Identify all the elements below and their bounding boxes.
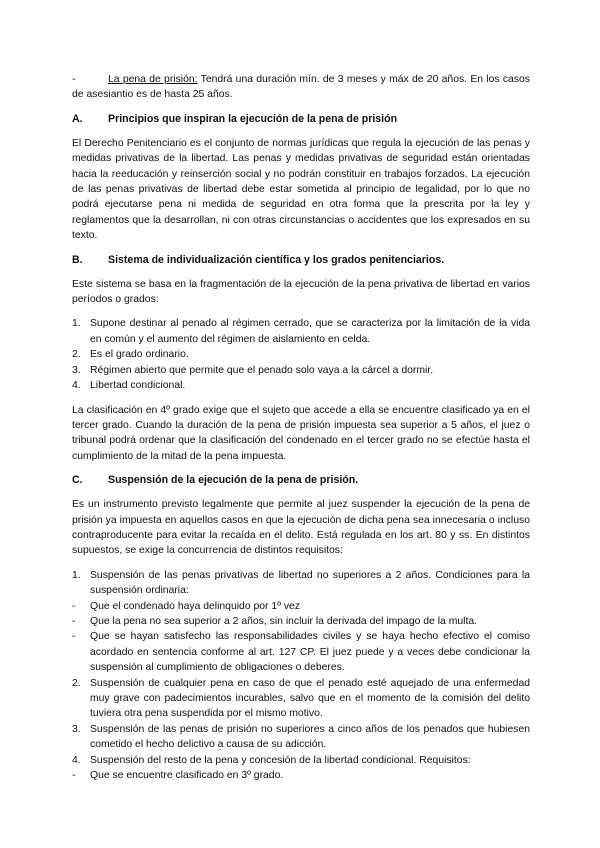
intro-paragraph bbox=[72, 72, 530, 103]
list-item bbox=[72, 768, 530, 783]
list-item-text: Supone destinar al penado al régimen cerrado, que se caracteriza por la limitación de la vida en común y el aumento del régimen de aislamiento en celda. bbox=[90, 318, 530, 345]
list-item bbox=[72, 599, 530, 614]
section-a-letter: A. bbox=[72, 112, 83, 125]
list-item-text: Que se encuentre clasificado en 3º grado. bbox=[90, 770, 284, 782]
list-marker: 2. bbox=[72, 677, 81, 689]
list-marker: 3. bbox=[72, 364, 81, 376]
list-marker: 4. bbox=[72, 754, 81, 766]
section-a-heading bbox=[72, 112, 530, 127]
list-marker: 1. bbox=[72, 569, 81, 581]
list-item bbox=[72, 722, 530, 753]
section-b-letter: B. bbox=[72, 253, 83, 266]
section-c-list bbox=[72, 568, 530, 784]
intro-text: Tendrá una duración mín. de 3 meses y máx de 20 años. En los casos de asesiantio es de hasta 25 años. bbox=[72, 74, 530, 101]
list-marker: 4. bbox=[72, 380, 81, 392]
list-item bbox=[72, 676, 530, 722]
section-b-title: Sistema de individualización científica y los grados penitenciarios. bbox=[108, 253, 445, 266]
document-page bbox=[72, 72, 530, 792]
section-a-paragraph: El Derecho Penitenciario es el conjunto de normas jurídicas que regula la ejecución de las penas y medidas privativas de la libertad. Las penas y medidas privativas de seguridad están orientadas hacia la reeducación y reinserción social y no podrán constituir en trabajos forzados. La ejecución de las penas privativas de libertad debe estar sometida al principio de legalidad, por lo que no podrá ejecutarse pena ni medida de seguridad en otra forma que la prescrita por la ley y reglamentos que la desarrollan, ni con otras circunstancias o accidentes que los expresados en su texto. bbox=[72, 137, 530, 242]
section-c-heading bbox=[72, 473, 530, 488]
list-marker: - bbox=[72, 631, 76, 643]
intro-underlined-term: La pena de prisión: bbox=[108, 74, 198, 85]
section-b-paragraph-2: La clasificación en 4º grado exige que el sujeto que accede a ella se encuentre clasificado ya en el tercer grado. Cuando la duración de la pena de prisión impuesta sea superior a 5 años, el juez o tribunal podrá ordenar que la clasificación del condenado en el tercer grado no se efectúe hasta el cumplimiento de la mitad de la pena impuesta. bbox=[72, 404, 530, 462]
section-a-title: Principios que inspiran la ejecución de la pena de prisión bbox=[108, 112, 398, 125]
list-item bbox=[72, 378, 530, 393]
section-c-paragraph: Es un instrumento previsto legalmente que permite al juez suspender la ejecución de la pena de prisión ya impuesta en aquellos casos en que la ejecución de dicha pena sea innecesaria o incluso contraproducente para evitar la recaída en el delito. Está regulada en los art. 80 y ss. En distintos supuestos, se exige la concurrencia de distintos requisitos: bbox=[72, 499, 530, 557]
section-b-heading bbox=[72, 253, 530, 268]
list-item-text: Suspensión de cualquier pena en caso de que el penado esté aquejado de una enfermedad muy grave con padecimientos incurables, salvo que en el momento de la comisión del delito tuviera otra pena suspendida por el mismo motivo. bbox=[90, 677, 530, 720]
intro-dash: - bbox=[72, 74, 76, 85]
section-c-title: Suspensión de la ejecución de la pena de prisión. bbox=[108, 474, 359, 487]
section-b-list bbox=[72, 316, 530, 393]
list-marker: - bbox=[72, 615, 76, 627]
list-item bbox=[72, 568, 530, 599]
list-item bbox=[72, 614, 530, 629]
list-item-text: Es el grado ordinario. bbox=[90, 349, 189, 361]
list-marker: 3. bbox=[72, 723, 81, 735]
list-item-text: Suspensión del resto de la pena y concesión de la libertad condicional. Requisitos: bbox=[90, 754, 471, 766]
list-item bbox=[72, 363, 530, 378]
list-item-text: Régimen abierto que permite que el penado solo vaya a la cárcel a dormir. bbox=[90, 364, 434, 376]
list-item bbox=[72, 347, 530, 362]
list-item bbox=[72, 629, 530, 675]
list-item-text: Libertad condicional. bbox=[90, 380, 186, 392]
list-item bbox=[72, 753, 530, 768]
list-item-text: Que la pena no sea superior a 2 años, sin incluir la derivada del impago de la multa. bbox=[90, 615, 477, 627]
list-marker: - bbox=[72, 600, 76, 612]
list-marker: - bbox=[72, 770, 76, 782]
list-item bbox=[72, 316, 530, 347]
list-marker: 1. bbox=[72, 318, 81, 330]
list-marker: 2. bbox=[72, 349, 81, 361]
list-item-text: Que el condenado haya delinquido por 1º vez bbox=[90, 600, 301, 612]
section-b-paragraph-1: Este sistema se basa en la fragmentación de la ejecución de la pena privativa de libertad en varios períodos o grados: bbox=[72, 278, 530, 306]
section-c-letter: C. bbox=[72, 474, 83, 487]
list-item-text: Que se hayan satisfecho las responsabilidades civiles y se haya hecho efectivo el comiso acordado en sentencia conforme al art. 127 CP. El juez puede y a veces debe condicionar la suspensión al cumplimiento de obligaciones o deberes. bbox=[90, 631, 530, 674]
list-item-text: Suspensión de las penas de prisión no superiores a cinco años de los penados que hubiesen cometido el hecho delictivo a causa de su adicción. bbox=[90, 723, 530, 751]
list-item-text: Suspensión de las penas privativas de libertad no superiores a 2 años. Condiciones para la suspensión ordinaria: bbox=[90, 569, 530, 597]
